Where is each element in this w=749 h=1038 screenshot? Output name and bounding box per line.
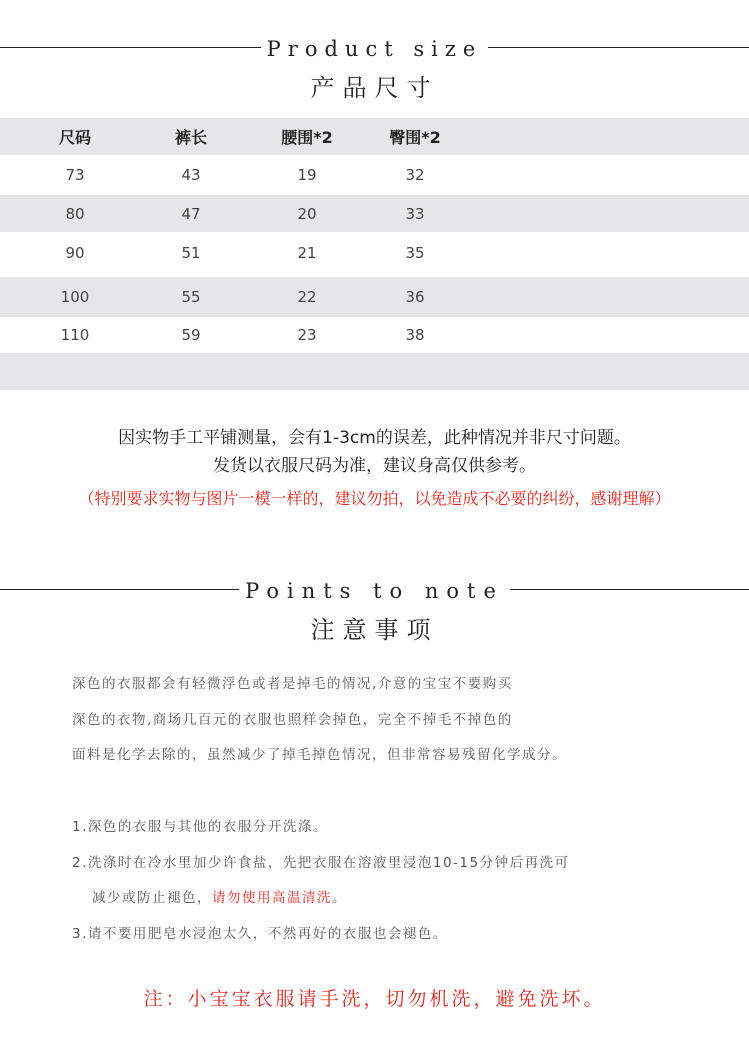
cell-length: 47 [181,204,201,223]
cell-length: 59 [181,326,201,344]
cell-length: 55 [181,288,201,306]
cell-size: 90 [65,243,85,262]
notes-paragraph-line3: 面料是化学去除的，虽然减少了掉毛掉色情况，但非常容易残留化学成分。 [72,747,567,763]
tip-2-cont-text: 减少或防止褪色， [92,890,212,906]
notes-paragraph-line2: 深色的衣物,商场几百元的衣服也照样会掉色，完全不掉毛不掉色的 [72,712,513,728]
cell-hip: 35 [405,243,425,262]
cell-size: 73 [65,166,85,184]
cell-waist: 22 [297,288,317,306]
cell-hip: 36 [405,288,425,306]
size-note-line2: 发货以衣服尺码为准，建议身高仅供参考。 [213,456,536,476]
cell-hip: 38 [405,326,425,344]
cell-waist: 23 [297,326,317,344]
cell-hip: 32 [405,166,425,184]
cell-size: 100 [60,288,90,306]
table-row [0,277,749,317]
table-row [0,195,749,232]
tip-2: 2.洗涤时在冷水里加少许食盐，先把衣服在溶液里浸泡10-15分钟后再洗可 [72,855,570,871]
cell-size: 80 [65,204,85,223]
tip-2-warning: 请勿使用高温清洗 [212,890,332,906]
table-header-row [0,118,749,155]
size-note-warning: （特别要求实物与图片一模一样的，建议勿拍，以免造成不必要的纠纷，感谢理解） [78,489,671,508]
tip-2-continued [92,886,347,906]
cell-length: 43 [181,166,201,184]
tip-3: 3.请不要用肥皂水浸泡太久，不然再好的衣服也会褪色。 [72,926,448,942]
size-title-zh: 产品尺寸 [310,74,439,102]
cell-hip: 33 [405,204,425,223]
hand-wash-note: 注：小宝宝衣服请手洗，切勿机洗，避免洗坏。 [143,988,606,1010]
table-row [0,232,749,273]
notes-title-zh: 注意事项 [310,616,439,644]
cell-waist: 21 [297,243,317,262]
header-length: 裤长 [174,128,207,147]
cell-waist: 19 [297,166,317,184]
size-note-line1: 因实物手工平铺测量，会有1-3cm的误差，此种情况并非尺寸问题。 [118,428,631,448]
cell-size: 110 [60,326,90,344]
size-title-en: Product size [0,38,749,60]
tip-1: 1.深色的衣服与其他的衣服分开洗涤。 [72,819,328,835]
notes-title-en: Points to note [0,580,749,602]
header-hip: 臀围*2 [389,128,441,147]
notes-paragraph-line1: 深色的衣服都会有轻微浮色或者是掉毛的情况,介意的宝宝不要购买 [72,676,513,692]
header-size: 尺码 [58,128,91,147]
table-empty-row [0,353,749,390]
cell-length: 51 [181,243,201,262]
header-waist: 腰围*2 [281,128,333,147]
table-row [0,155,749,195]
table-row [0,317,749,353]
size-table [0,118,749,390]
cell-waist: 20 [297,204,317,223]
tip-2-end: 。 [332,890,347,906]
